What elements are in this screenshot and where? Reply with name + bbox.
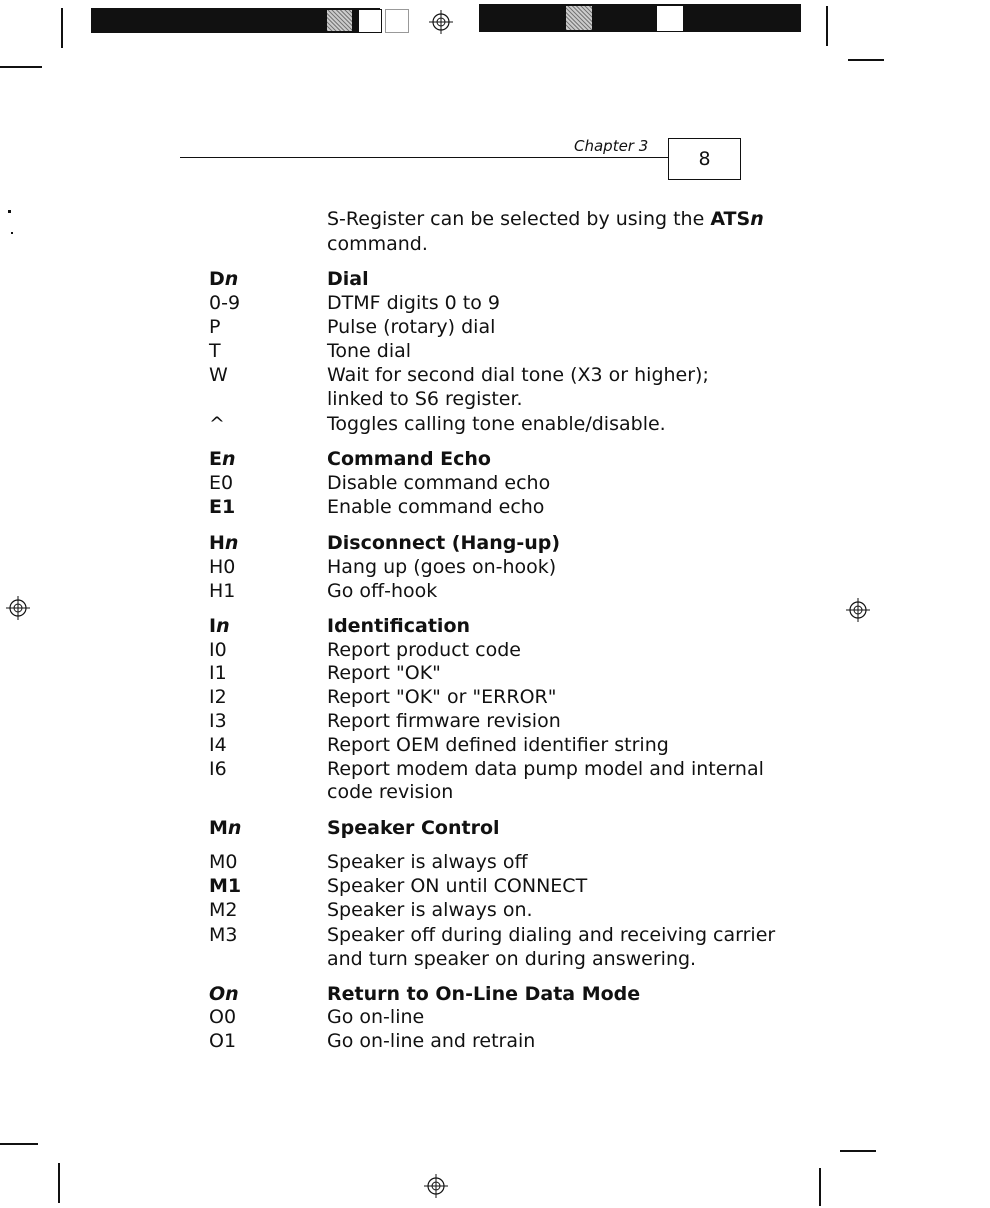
code-i4: I4 bbox=[209, 734, 227, 756]
intro-text: S-Register can be selected by using the bbox=[327, 208, 711, 230]
code-i1: I1 bbox=[209, 662, 227, 684]
desc-m3: Speaker off during dialing and receiving carrier bbox=[327, 924, 776, 946]
page-number-box bbox=[668, 138, 741, 180]
desc-i6: Report modem data pump model and internal bbox=[327, 758, 764, 780]
color-bar-left-patch bbox=[327, 10, 352, 31]
code-o0: O0 bbox=[209, 1006, 237, 1028]
desc-i6-cont: code revision bbox=[327, 781, 454, 803]
desc-e0: Disable command echo bbox=[327, 472, 551, 494]
code-e1: E1 bbox=[209, 496, 236, 518]
intro-command-variable: n bbox=[750, 208, 764, 230]
intro-line-1 bbox=[327, 207, 767, 231]
section-title-identification: Identification bbox=[327, 615, 471, 637]
code-i3: I3 bbox=[209, 710, 227, 732]
code-m1: M1 bbox=[209, 875, 242, 897]
desc-h0: Hang up (goes on-hook) bbox=[327, 556, 557, 578]
command-in: In bbox=[209, 615, 230, 637]
code-dial-digits: 0-9 bbox=[209, 292, 241, 314]
desc-dial-caret: Toggles calling tone enable/disable. bbox=[327, 413, 666, 435]
desc-h1: Go off-hook bbox=[327, 580, 438, 602]
crop-mark-top-right-vertical bbox=[826, 6, 828, 46]
header-rule bbox=[180, 157, 668, 158]
desc-i0: Report product code bbox=[327, 639, 521, 661]
registration-mark-bottom-icon bbox=[424, 1174, 448, 1198]
registration-mark-right-icon bbox=[846, 598, 870, 622]
command-on: On bbox=[209, 983, 239, 1005]
code-m2: M2 bbox=[209, 899, 238, 921]
code-m0: M0 bbox=[209, 851, 238, 873]
desc-m0: Speaker is always off bbox=[327, 851, 528, 873]
desc-dial-pulse: Pulse (rotary) dial bbox=[327, 316, 496, 338]
code-e0: E0 bbox=[209, 472, 234, 494]
section-title-hangup: Disconnect (Hang-up) bbox=[327, 532, 561, 554]
command-mn: Mn bbox=[209, 817, 242, 839]
intro-command: ATS bbox=[710, 208, 751, 230]
color-bar-right-white bbox=[656, 5, 684, 32]
code-i6: I6 bbox=[209, 758, 227, 780]
desc-i2: Report "OK" or "ERROR" bbox=[327, 686, 557, 708]
page-number: 8 bbox=[698, 148, 711, 170]
code-dial-wait: W bbox=[209, 364, 228, 386]
section-title-dial: Dial bbox=[327, 268, 369, 290]
crop-mark-top-left-horizontal bbox=[0, 66, 42, 68]
color-bar-right bbox=[479, 4, 801, 32]
desc-i1: Report "OK" bbox=[327, 662, 441, 684]
desc-o1: Go on-line and retrain bbox=[327, 1030, 536, 1052]
color-bar-right-patch bbox=[566, 6, 592, 30]
code-m3: M3 bbox=[209, 924, 238, 946]
code-dial-pulse: P bbox=[209, 316, 221, 338]
crop-mark-bottom-left-horizontal bbox=[0, 1143, 38, 1145]
color-bar-left-white-2 bbox=[385, 9, 409, 33]
code-o1: O1 bbox=[209, 1030, 237, 1052]
desc-dial-tone: Tone dial bbox=[327, 340, 412, 362]
section-title-online: Return to On-Line Data Mode bbox=[327, 983, 641, 1005]
desc-m3-cont: and turn speaker on during answering. bbox=[327, 948, 697, 970]
color-bar-left-white bbox=[358, 9, 382, 33]
crop-mark-top-right-horizontal bbox=[848, 59, 884, 61]
desc-m1: Speaker ON until CONNECT bbox=[327, 875, 588, 897]
code-i0: I0 bbox=[209, 639, 227, 661]
desc-dial-digits: DTMF digits 0 to 9 bbox=[327, 292, 500, 314]
registration-mark-left-icon bbox=[6, 596, 30, 620]
desc-o0: Go on-line bbox=[327, 1006, 425, 1028]
margin-dots bbox=[8, 210, 11, 213]
crop-mark-bottom-right-vertical bbox=[819, 1168, 821, 1206]
section-title-speaker: Speaker Control bbox=[327, 817, 500, 839]
code-h1: H1 bbox=[209, 580, 236, 602]
margin-dots-2 bbox=[11, 232, 13, 234]
command-en: En bbox=[209, 448, 236, 470]
crop-mark-top-left-vertical bbox=[61, 8, 63, 48]
desc-dial-wait: Wait for second dial tone (X3 or higher); bbox=[327, 364, 709, 386]
code-i2: I2 bbox=[209, 686, 227, 708]
desc-dial-wait-cont: linked to S6 register. bbox=[327, 388, 523, 410]
registration-mark-icon bbox=[429, 10, 453, 34]
code-dial-caret: ^ bbox=[209, 413, 225, 435]
crop-mark-bottom-left-vertical bbox=[58, 1163, 60, 1203]
desc-e1: Enable command echo bbox=[327, 496, 545, 518]
desc-i3: Report firmware revision bbox=[327, 710, 561, 732]
command-dn: Dn bbox=[209, 268, 239, 290]
chapter-label: Chapter 3 bbox=[574, 137, 649, 155]
section-title-echo: Command Echo bbox=[327, 448, 491, 470]
intro-line-2: command. bbox=[327, 233, 428, 255]
code-dial-tone: T bbox=[209, 340, 221, 362]
command-hn: Hn bbox=[209, 532, 239, 554]
desc-m2: Speaker is always on. bbox=[327, 899, 533, 921]
code-h0: H0 bbox=[209, 556, 236, 578]
crop-mark-bottom-right-horizontal bbox=[840, 1150, 876, 1152]
desc-i4: Report OEM defined identifier string bbox=[327, 734, 669, 756]
